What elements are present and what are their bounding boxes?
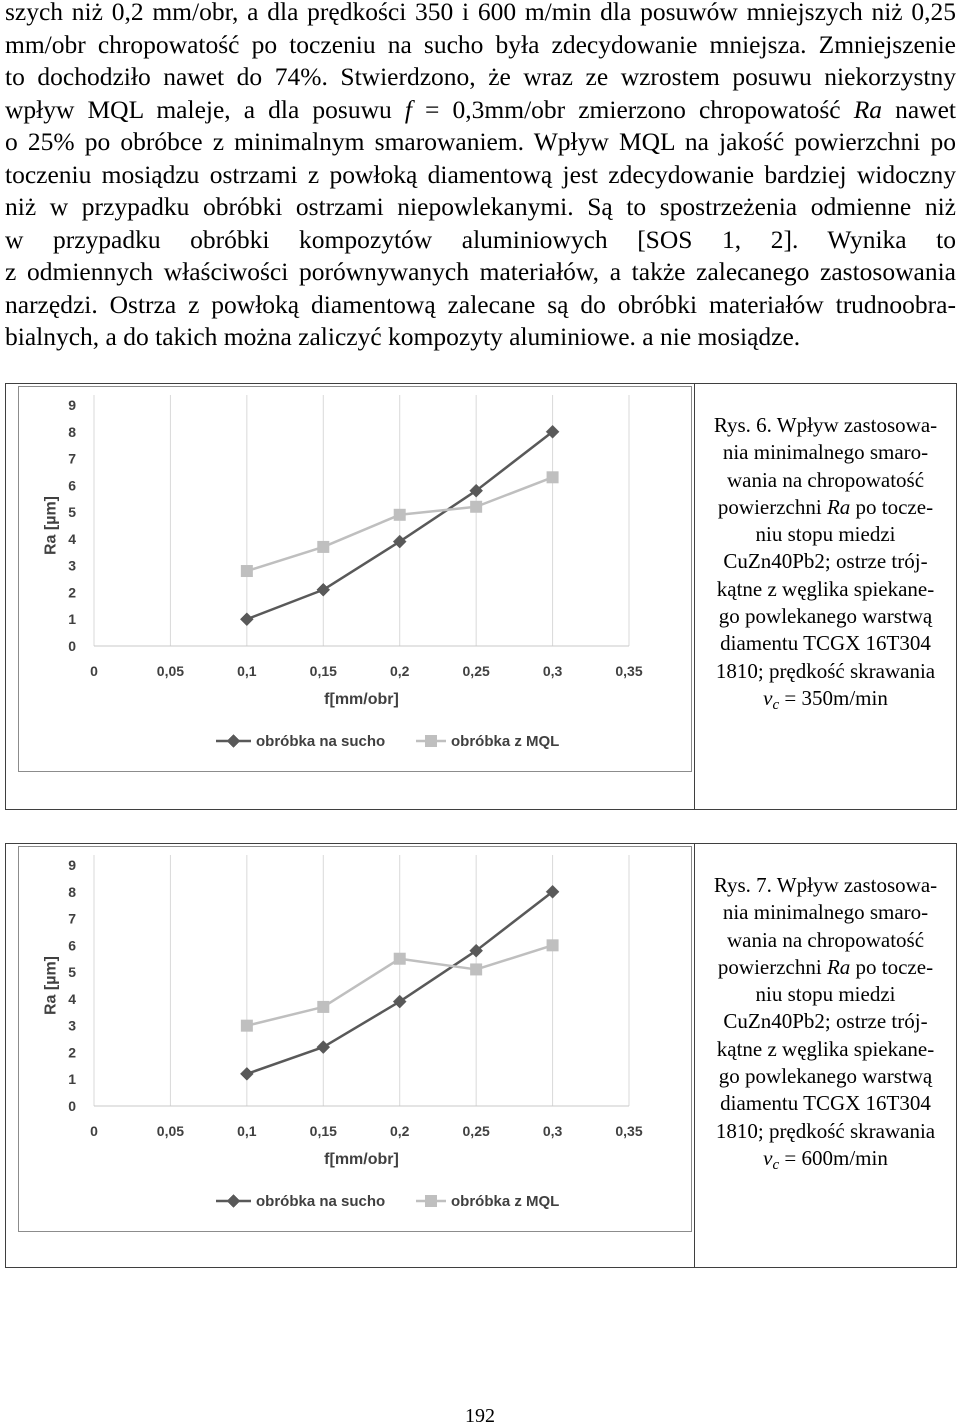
legend-label: obróbka z MQL <box>451 733 560 750</box>
y-tick-label: 0 <box>68 638 76 654</box>
y-tick-label: 9 <box>68 397 76 413</box>
data-point <box>547 939 559 951</box>
x-tick-label: 0,2 <box>389 1123 410 1139</box>
y-tick-label: 8 <box>68 883 76 900</box>
x-tick-label: 0 <box>90 1123 98 1139</box>
italic-symbol-ra: Ra <box>853 96 883 124</box>
caption-line: CuZn40Pb2; ostrze trój- <box>723 549 928 574</box>
legend-item <box>416 1193 559 1210</box>
body-paragraph <box>5 0 956 357</box>
page-number: 192 <box>465 1405 495 1427</box>
legend-marker <box>425 1195 437 1207</box>
caption-line: wania na chropowatość <box>726 467 925 492</box>
x-tick-label: 0,25 <box>462 1123 490 1139</box>
legend-marker <box>227 735 240 748</box>
x-tick-label: 0,3 <box>542 663 563 679</box>
y-tick-label: 5 <box>68 964 76 981</box>
x-tick-label: 0 <box>90 663 98 679</box>
italic-symbol-ra: Ra <box>826 494 851 519</box>
caption-line: go powlekanego warstwą <box>718 604 933 629</box>
x-axis-title: f[mm/obr] <box>324 1151 399 1168</box>
italic-symbol-v: v <box>763 1145 773 1170</box>
caption-line: 1810; prędkość skrawania <box>715 1118 936 1143</box>
data-point <box>317 541 329 553</box>
data-point <box>241 565 253 577</box>
y-tick-label: 4 <box>68 530 76 547</box>
y-tick-label: 7 <box>68 910 76 927</box>
x-tick-label: 0,05 <box>156 1123 185 1139</box>
text-line: mm/obr chropowatość po toczeniu na sucho była zdecydowanie mniejsza. Zmniejszenie <box>5 31 956 59</box>
cutting-speed-value: = 350m/min <box>779 685 888 710</box>
x-tick-label: 0,15 <box>309 1123 337 1139</box>
legend-label: obróbka na sucho <box>256 733 386 750</box>
legend-label: obróbka na sucho <box>256 1193 386 1210</box>
x-tick-label: 0,15 <box>309 663 337 679</box>
caption-line: diamentu TCGX 16T304 <box>720 631 931 656</box>
text-line: bialnych, a do takich można zaliczyć kompozyty aluminiowe. a nie mosiądze. <box>5 324 801 351</box>
legend-label: obróbka z MQL <box>451 1193 560 1210</box>
data-point <box>240 613 253 626</box>
data-point <box>393 535 406 548</box>
data-point <box>317 1001 329 1013</box>
caption-line: kątne z węglika spiekane- <box>716 1036 935 1061</box>
caption-line: diamentu TCGX 16T304 <box>720 1091 931 1116</box>
y-tick-label: 5 <box>68 504 76 521</box>
y-tick-label: 1 <box>68 611 76 628</box>
text-line: w przypadku obróbki kompozytów aluminiowych [SOS 1, 2]. Wynika to <box>5 226 956 254</box>
y-tick-label: 2 <box>68 1044 76 1061</box>
legend-item <box>216 1193 385 1210</box>
y-tick-label: 6 <box>68 477 76 494</box>
x-axis-title: f[mm/obr] <box>324 691 399 708</box>
legend-marker <box>425 735 437 747</box>
italic-subscript-c: c <box>772 697 780 714</box>
caption-segment: powierzchni <box>717 494 827 519</box>
italic-symbol-f: f <box>404 96 412 124</box>
italic-symbol-ra: Ra <box>826 954 851 979</box>
caption-line <box>695 685 956 712</box>
caption-line <box>695 494 956 521</box>
cutting-speed-value: = 600m/min <box>779 1145 888 1170</box>
data-point <box>317 1041 330 1054</box>
text-segment: nawet <box>882 96 956 124</box>
x-tick-label: 0,35 <box>615 1123 643 1139</box>
text-line: z odmiennych właściwości porównywanych materiałów, a także zalecanego zastosowania <box>5 259 956 286</box>
caption-line: niu stopu miedzi <box>755 982 896 1007</box>
line-chart <box>19 847 691 1231</box>
y-tick-label: 1 <box>68 1071 76 1088</box>
data-point <box>317 583 330 596</box>
text-line: narzędzi. Ostrza z powłoką diamentową zalecane są do obróbki materiałów trudnoobra- <box>5 291 956 319</box>
x-tick-label: 0,35 <box>615 663 643 679</box>
data-point <box>393 995 406 1008</box>
legend-marker <box>227 1195 240 1208</box>
y-tick-label: 2 <box>68 584 76 601</box>
caption-line: nia minimalnego smaro- <box>722 900 929 925</box>
x-tick-label: 0,1 <box>237 1123 257 1139</box>
caption-line: kątne z węglika spiekane- <box>716 576 935 601</box>
y-tick-label: 0 <box>68 1098 76 1114</box>
chart-frame <box>18 386 692 772</box>
legend-item <box>416 733 559 750</box>
caption-line: Rys. 7. Wpływ zastosowa- <box>713 873 938 897</box>
caption-line: wania na chropowatość <box>726 927 925 952</box>
text-line <box>5 97 956 130</box>
x-tick-label: 0,3 <box>542 1123 563 1139</box>
data-point <box>394 509 406 521</box>
data-point <box>470 501 482 513</box>
x-tick-label: 0,05 <box>156 663 185 679</box>
y-tick-label: 3 <box>68 1017 76 1034</box>
caption-segment: powierzchni <box>717 954 827 979</box>
data-point <box>394 953 406 965</box>
caption-line: Rys. 6. Wpływ zastosowa- <box>713 413 938 437</box>
legend-item <box>216 733 385 750</box>
figure-caption <box>695 412 956 712</box>
line-chart <box>19 387 691 771</box>
text-line: to dochodziło nawet do 74%. Stwierdzono, że wraz ze wzrostem posuwu niekorzystny <box>5 64 956 91</box>
text-segment: wpływ MQL maleje, a dla posuwu <box>5 96 405 124</box>
x-tick-label: 0,2 <box>389 663 410 679</box>
y-tick-label: 7 <box>68 450 76 467</box>
caption-line: go powlekanego warstwą <box>718 1064 933 1089</box>
data-point <box>241 1020 253 1032</box>
figure-6 <box>5 383 957 810</box>
y-tick-label: 9 <box>68 857 76 873</box>
figure-chart-cell <box>6 384 695 809</box>
text-line: o 25% po obróbce z minimalnym smarowaniem. Wpływ MQL na jakość powierzchni po <box>5 129 956 156</box>
caption-segment: po tocze- <box>850 954 934 979</box>
y-axis-title: Ra [µm] <box>42 496 60 555</box>
text-line: niż w przypadku obróbki ostrzami niepowlekanymi. Są to spostrzeżenia odmienne niż <box>5 194 956 221</box>
italic-subscript-c: c <box>772 1157 780 1174</box>
x-tick-label: 0,25 <box>462 663 490 679</box>
data-point <box>547 471 559 483</box>
y-tick-label: 3 <box>68 557 76 574</box>
caption-line: nia minimalnego smaro- <box>722 440 929 465</box>
caption-line: 1810; prędkość skrawania <box>715 658 936 683</box>
x-tick-label: 0,1 <box>237 663 257 679</box>
data-point <box>240 1067 253 1080</box>
figure-chart-cell <box>6 844 695 1267</box>
text-segment: = 0,3mm/obr zmierzono chropowatość <box>411 96 854 124</box>
caption-line <box>695 1145 956 1172</box>
figure-7 <box>5 843 957 1268</box>
text-line: szych niż 0,2 mm/obr, a dla prędkości 350 i 600 m/min dla posuwów mniejszych niż 0,25 <box>5 0 956 26</box>
italic-symbol-v: v <box>763 685 773 710</box>
y-axis-title: Ra [µm] <box>42 956 60 1015</box>
caption-line: niu stopu miedzi <box>755 522 896 547</box>
y-tick-label: 8 <box>68 423 76 440</box>
figure-caption <box>695 872 956 1172</box>
data-point <box>470 963 482 975</box>
y-tick-label: 4 <box>68 990 76 1007</box>
caption-line <box>695 954 956 981</box>
chart-frame <box>18 846 692 1232</box>
caption-line: CuZn40Pb2; ostrze trój- <box>723 1009 928 1034</box>
y-tick-label: 6 <box>68 937 76 954</box>
text-line: toczeniu mosiądzu ostrzami z powłoką diamentową jest zdecydowanie bardziej widoczny <box>5 161 956 189</box>
caption-segment: po tocze- <box>850 494 934 519</box>
